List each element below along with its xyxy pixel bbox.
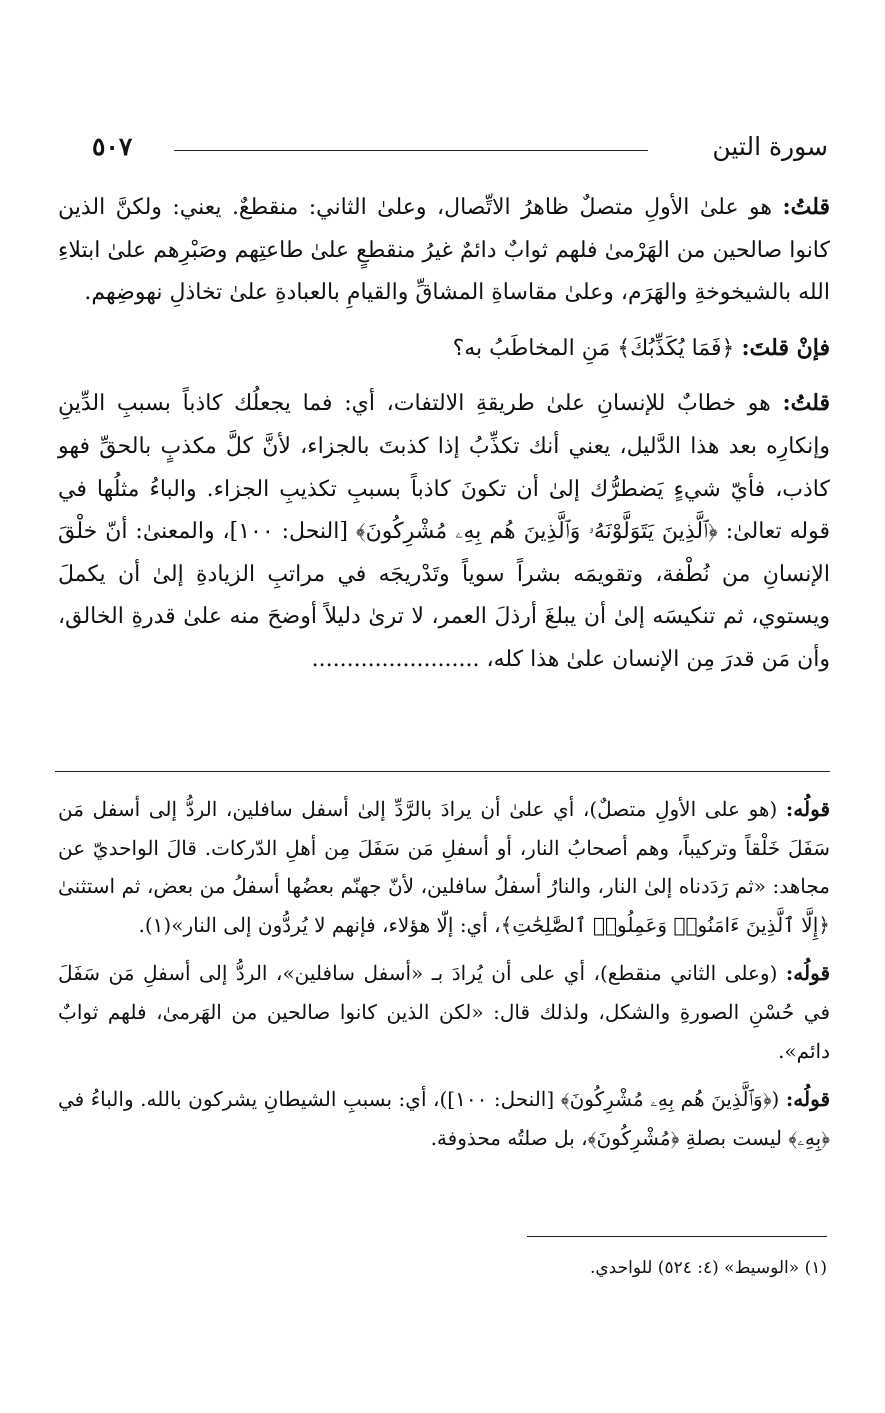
paragraph-text: ﴿فَمَا يُكَذِّبُكَ﴾ مَنِ المخاطَبُ به؟ (452, 335, 735, 361)
note-text: (هو على الأولِ متصلٌ)، أي علىٰ أن يرادَ بالرَّدِّ إلىٰ أسفل سافلين، الردُّ إلى أسفل مَن سَفَلَ خَلْقاً وتركيباً، وهم أصحابُ النار، أو أسفلِ مَن سَفَلَ مِن أهلِ الدّركات. قالَ الواحديّ عن مجاهد: «ثم رَدَدناه إلىٰ النار، والنارُ أسفلُ سافلين، لأنّ جهنّم بعضُها أسفلُ من بعض، ثم استثنىٰ ﴿إِلَّا ٱلَّذِينَ ءَامَنُوا۟ وَعَمِلُوا۟ ٱلصَّٰلِحَٰتِ﴾، أي: إلّا هؤلاء، فإنهم لا يُردُّون إلى النار» (58, 797, 831, 937)
paragraph-lead: قلتُ: (782, 390, 830, 417)
note-text: (وعلى الثاني منقطع)، أي على أن يُرادَ بـ «أسفل سافلين»، الردُّ إلى أسفلِ مَن سَفَلَ في حُسْنِ الصورةِ والشكل، ولذلك قال: «لكن الذين كانوا صالحين من الهَرمىٰ، فلهم ثوابٌ دائم». (58, 961, 830, 1063)
main-paragraph (58, 382, 830, 681)
main-commentary (58, 186, 830, 682)
note-lead: قولُه: (785, 797, 831, 821)
paragraph-lead: قلتُ: (782, 194, 830, 220)
hashiya-note (58, 954, 830, 1070)
note-lead: قولُه: (785, 961, 831, 986)
footnote: (١) «الوسيط» (٤: ٥٢٤) للواحدي. (589, 1258, 827, 1278)
paragraph-text: هو علىٰ الأولِ متصلٌ ظاهرُ الاتِّصال، وعلىٰ الثاني: منقطعٌ. يعني: ولكنَّ الذين كانوا صالحين من الهَرْمىٰ فلهم ثوابٌ دائمٌ غيرُ منقطعٍ علىٰ طاعتِهم وصَبْرِهم علىٰ ابتلاءِ الله بالشيخوخةِ والهَرَم، وعلىٰ مقاساةِ المشاقِّ والقيامِ بالعبادةِ علىٰ تخاذلِ نهوضِهم. (58, 195, 830, 306)
note-lead: قولُه: (785, 1087, 830, 1112)
hashiya-note (58, 1080, 830, 1157)
paragraph-text: هو خطابٌ للإنسانِ علىٰ طريقةِ الالتفات، أي: فما يجعلُك كاذباً بسببِ الدِّينِ وإنكارِه بعد هذا الدَّليل، يعني أنك تكذِّبُ إذا كذبتَ بالجزاء، لأنَّ كلَّ مكذبٍ بالحقِّ فهو كاذب، فأيّ شيءٍ يَضطرُّك إلىٰ أن تكونَ كاذباً بسببِ تكذيبِ الجزاء. والباءُ مثلُها في قوله تعالىٰ: ﴿ٱلَّذِينَ يَتَوَلَّوْنَهُۥ وَٱلَّذِينَ هُم بِهِۦ مُشْرِكُونَ﴾ [النحل: ١٠٠]، والمعنىٰ: أنّ خلْقَ الإنسانِ من نُطْفة، وتقويمَه بشراً سوياً وتَدْريجَه في مراتبِ الزيادةِ إلىٰ أن يكملَ ويستوي، ثم تنكيسَه إلىٰ أن يبلغَ أرذلَ العمر، لا ترىٰ دليلاً أوضحَ منه علىٰ قدرةِ الخالق، وأن مَن قدرَ مِن الإنسان علىٰ هذا كله، (58, 391, 830, 672)
header-rule (174, 150, 648, 151)
main-paragraph (58, 327, 830, 371)
footnote-separator (527, 1236, 827, 1237)
main-paragraph (58, 186, 830, 315)
hashiya-separator (55, 771, 830, 772)
surah-title: سورة التين (712, 132, 828, 161)
note-text: (﴿وَٱلَّذِينَ هُم بِهِۦ مُشْرِكُونَ﴾ [النحل: ١٠٠])، أي: بسببِ الشيطانِ يشركون بالله. والباءُ في ﴿بِهِۦ﴾ ليست بصلةِ ﴿مُشْرِكُونَ﴾، بل صلتُه محذوفة. (58, 1087, 830, 1150)
hashiya-note (58, 790, 830, 944)
running-header (92, 130, 828, 168)
footnote-ref: (١). (138, 912, 172, 937)
paragraph-lead: فإنْ قلتَ: (741, 334, 830, 361)
continuation-dots: ........................ (311, 646, 480, 672)
hashiya-notes (58, 790, 830, 1157)
page-number: ٥٠٧ (92, 132, 133, 161)
